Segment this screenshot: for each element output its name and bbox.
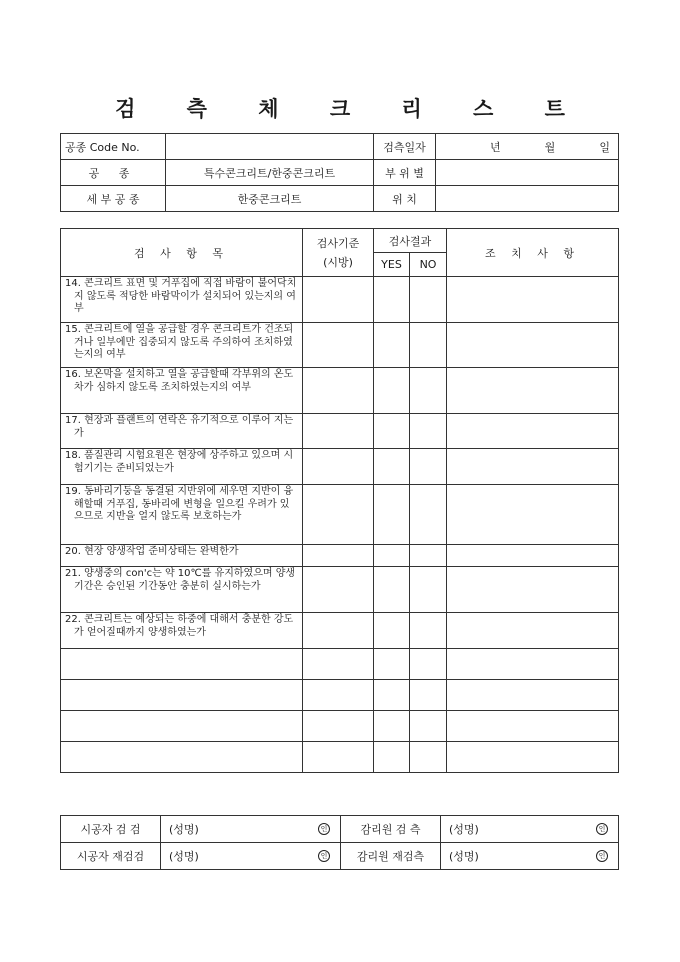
work-type-code-label: 공종 Code No. <box>61 134 166 160</box>
action-cell[interactable] <box>447 277 619 323</box>
table-row <box>61 449 619 485</box>
yes-cell[interactable] <box>374 711 410 742</box>
criteria-cell[interactable] <box>303 485 374 545</box>
table-row <box>61 649 619 680</box>
action-cell[interactable] <box>447 567 619 613</box>
sub-work-type-label: 세 부 공 종 <box>61 186 166 212</box>
check-item <box>61 567 303 613</box>
table-row <box>61 567 619 613</box>
contractor-reinspection-sign[interactable] <box>161 843 341 870</box>
no-cell[interactable] <box>410 368 447 414</box>
no-cell[interactable] <box>410 567 447 613</box>
criteria-cell[interactable] <box>303 414 374 449</box>
criteria-cell[interactable] <box>303 277 374 323</box>
header-table <box>60 133 619 212</box>
table-row <box>61 613 619 649</box>
check-item <box>61 742 303 773</box>
yes-cell[interactable] <box>374 680 410 711</box>
col-no-header: NO <box>410 253 447 277</box>
yes-cell[interactable] <box>374 567 410 613</box>
supervisor-inspection-label: 감리원 검 측 <box>341 816 441 843</box>
yes-cell[interactable] <box>374 449 410 485</box>
check-item-text: 15. 콘크리트에 열을 공급할 경우 콘크리트가 건조되거나 일부에만 집중되지 않도록 주의하여 조치하였는지의 여부 <box>65 324 294 360</box>
yes-cell[interactable] <box>374 414 410 449</box>
supervisor-inspection-sign[interactable] <box>441 816 619 843</box>
check-item <box>61 277 303 323</box>
criteria-cell[interactable] <box>303 449 374 485</box>
table-row <box>61 414 619 449</box>
work-type-value: 특수콘크리트/한중콘크리트 <box>166 160 374 186</box>
check-item <box>61 368 303 414</box>
check-item-text: 19. 동바리기둥을 동결된 지반위에 세우면 지반이 융해할때 거푸집, 동바리에 변형을 일으킬 우려가 있으므로 지반을 얼지 않도록 보호하는가 <box>65 486 294 522</box>
no-cell[interactable] <box>410 613 447 649</box>
section-value <box>436 160 619 186</box>
criteria-cell[interactable] <box>303 711 374 742</box>
criteria-cell[interactable] <box>303 613 374 649</box>
seal-icon: 인 <box>318 850 330 862</box>
action-cell[interactable] <box>447 414 619 449</box>
no-cell[interactable] <box>410 485 447 545</box>
check-item <box>61 711 303 742</box>
no-cell[interactable] <box>410 449 447 485</box>
criteria-cell[interactable] <box>303 323 374 368</box>
table-row <box>61 680 619 711</box>
page-title: 검 측 체 크 리 스 트 <box>115 96 587 121</box>
no-cell[interactable] <box>410 680 447 711</box>
action-cell[interactable] <box>447 680 619 711</box>
col-action-header: 조 치 사 항 <box>447 229 619 277</box>
contractor-inspection-label: 시공자 검 검 <box>61 816 161 843</box>
no-cell[interactable] <box>410 711 447 742</box>
yes-cell[interactable] <box>374 649 410 680</box>
action-cell[interactable] <box>447 545 619 567</box>
name-label: (성명) <box>449 823 479 836</box>
action-cell[interactable] <box>447 449 619 485</box>
checklist-table <box>60 228 619 773</box>
action-cell[interactable] <box>447 649 619 680</box>
action-cell[interactable] <box>447 711 619 742</box>
check-item <box>61 449 303 485</box>
table-row <box>61 323 619 368</box>
contractor-reinspection-label: 시공자 재검검 <box>61 843 161 870</box>
check-item-text: 17. 현장과 플랜트의 연락은 유기적으로 이루어 지는가 <box>65 415 294 439</box>
no-cell[interactable] <box>410 323 447 368</box>
seal-icon: 인 <box>596 850 608 862</box>
check-item-text: 21. 양생중의 con'c는 약 10℃를 유지하였으며 양생 기간은 승인된 기간동안 충분히 실시하는가 <box>65 568 296 592</box>
check-item-text: 14. 콘크리트 표면 및 거푸집에 직접 바람이 불어닥치지 않도록 적당한 바람막이가 설치되어 있는지의 여부 <box>65 278 297 314</box>
criteria-cell[interactable] <box>303 368 374 414</box>
check-item <box>61 485 303 545</box>
no-cell[interactable] <box>410 277 447 323</box>
criteria-cell[interactable] <box>303 545 374 567</box>
yes-cell[interactable] <box>374 742 410 773</box>
sub-work-type-value: 한중콘크리트 <box>166 186 374 212</box>
criteria-cell[interactable] <box>303 742 374 773</box>
name-label: (성명) <box>169 823 199 836</box>
check-item-text: 16. 보온막을 설치하고 열을 공급할때 각부위의 온도차가 심하지 않도록 조치하였는지의 여부 <box>65 369 294 393</box>
check-item-text: 20. 현장 양생작업 준비상태는 완벽한가 <box>65 546 239 557</box>
no-cell[interactable] <box>410 414 447 449</box>
name-label: (성명) <box>449 850 479 863</box>
supervisor-reinspection-label: 감리원 재검측 <box>341 843 441 870</box>
contractor-inspection-sign[interactable] <box>161 816 341 843</box>
criteria-cell[interactable] <box>303 680 374 711</box>
criteria-cell[interactable] <box>303 567 374 613</box>
yes-cell[interactable] <box>374 277 410 323</box>
col-criteria-line1: 검사기준 <box>316 236 360 250</box>
action-cell[interactable] <box>447 613 619 649</box>
section-label: 부 위 별 <box>374 160 436 186</box>
yes-cell[interactable] <box>374 613 410 649</box>
location-value <box>436 186 619 212</box>
col-result-header: 검사결과 <box>374 229 447 253</box>
table-row <box>61 711 619 742</box>
table-row <box>61 277 619 323</box>
action-cell[interactable] <box>447 368 619 414</box>
col-criteria-header <box>303 229 374 277</box>
yes-cell[interactable] <box>374 545 410 567</box>
no-cell[interactable] <box>410 545 447 567</box>
check-item <box>61 323 303 368</box>
check-item <box>61 680 303 711</box>
criteria-cell[interactable] <box>303 649 374 680</box>
check-item-text: 18. 품질관리 시험요원은 현장에 상주하고 있으며 시험기기는 준비되었는가 <box>65 450 294 474</box>
table-row <box>61 485 619 545</box>
action-cell[interactable] <box>447 323 619 368</box>
yes-cell[interactable] <box>374 368 410 414</box>
check-item <box>61 545 303 567</box>
check-item-text: 22. 콘크리트는 예상되는 하중에 대해서 충분한 강도가 얻어질때까지 양생하였는가 <box>65 614 294 638</box>
name-label: (성명) <box>169 850 199 863</box>
date-month: 월 <box>544 140 556 154</box>
no-cell[interactable] <box>410 742 447 773</box>
seal-icon: 인 <box>318 823 330 835</box>
action-cell[interactable] <box>447 485 619 545</box>
work-type-code-value <box>166 134 374 160</box>
yes-cell[interactable] <box>374 485 410 545</box>
check-item <box>61 414 303 449</box>
no-cell[interactable] <box>410 649 447 680</box>
supervisor-reinspection-sign[interactable] <box>441 843 619 870</box>
date-day: 일 <box>599 140 610 154</box>
table-row <box>61 742 619 773</box>
table-row <box>61 545 619 567</box>
date-year: 년 <box>490 140 501 154</box>
action-cell[interactable] <box>447 742 619 773</box>
col-criteria-line2: (시방) <box>323 255 353 269</box>
col-yes-header: YES <box>374 253 410 277</box>
seal-icon: 인 <box>596 823 608 835</box>
work-type-label: 공 종 <box>61 160 166 186</box>
col-item-header: 검 사 항 목 <box>61 229 303 277</box>
table-row <box>61 368 619 414</box>
signature-table <box>60 815 619 870</box>
location-label: 위 치 <box>374 186 436 212</box>
check-item <box>61 649 303 680</box>
inspection-date-label: 검측일자 <box>374 134 436 160</box>
yes-cell[interactable] <box>374 323 410 368</box>
check-item <box>61 613 303 649</box>
inspection-date-value <box>436 134 619 160</box>
